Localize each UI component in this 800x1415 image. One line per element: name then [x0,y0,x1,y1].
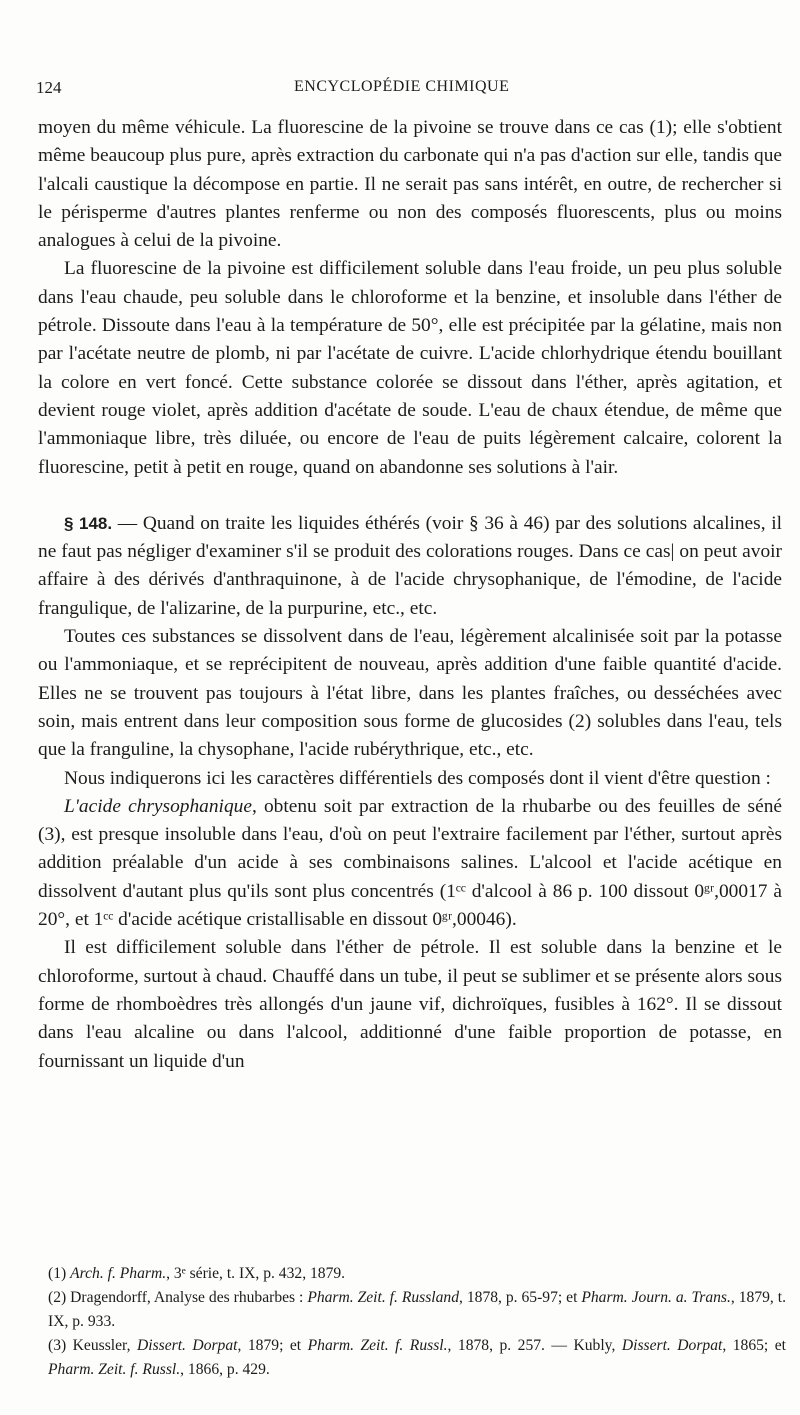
footnote-2-text-b: , 1878, p. 65-97; et [459,1289,582,1306]
paragraph-6 [38,793,782,934]
footnote-2-text-a: Dragendorff, Analyse des rhubarbes : [70,1289,308,1306]
paragraph-6-text: , obtenu soit par extraction de la rhubarbe ou des feuilles de séné (3), est presque insoluble dans l'eau, d'où on peut l'extraire facilement par l'éther, surtout après addition préalable d'un acide à ses combinaisons salines. L'alcool et l'acide acétique en dissolvent d'autant plus qu'ils sont plus concentrés (1ᶜᶜ d'alcool à 86 p. 100 dissout 0ᵍʳ,00017 à 20°, et 1ᶜᶜ d'acide acétique cristallisable en dissout 0ᵍʳ,00046). [38,795,782,931]
footnote-2 [48,1286,786,1334]
footnote-2-number: (2) [48,1289,71,1306]
paragraph-7: Il est difficilement soluble dans l'éther de pétrole. Il est soluble dans la benzine et le chloroforme, surtout à chaud. Chauffé dans un tube, il peut se sublimer et se présente alors sous forme de rhomboèdres très allongés d'un jaune vif, dichroïques, fusibles à 162°. Il se dissout dans l'eau alcaline ou dans l'alcool, additionné d'une faible proportion de potasse, en fournissant un liquide d'un [38,937,782,1072]
paragraph-2: La fluorescine de la pivoine est difficilement soluble dans l'eau froide, un peu plus soluble dans l'eau chaude, peu soluble dans le chloroforme et la benzine, et insoluble dans l'éther de pétrole. Dissoute dans l'eau à la température de 50°, elle est précipitée par la gélatine, mais non par l'acétate neutre de plomb, ni par l'acétate de cuivre. L'acide chlorhydrique étendu bouillant la colore en vert foncé. Cette substance colorée se dissout dans l'éther, après agitation, et devient rouge violet, après addition d'acétate de soude. L'eau de chaux étendue, de même que l'ammoniaque libre, très diluée, ou encore de l'eau de puits légèrement calcaire, colorent la fluorescine, petit à petit en rouge, quand on abandonne ses solutions à l'air. [38,258,782,478]
page-header [36,78,782,102]
section-spacer [38,482,782,510]
footnote-3-text-e: , 1866, p. 429. [180,1361,270,1378]
footnote-3-text-a: Keussler, [72,1337,137,1354]
body-text [38,114,782,1076]
footnote-1-journal: Arch. f. Pharm. [70,1265,167,1282]
footnote-1-number: (1) [48,1265,71,1282]
footnote-3-text-d: , 1865; et [722,1337,786,1354]
footnote-2-journal-1: Pharm. Zeit. f. Russland [307,1289,460,1306]
page-number: 124 [36,78,62,97]
paragraph-1: moyen du même véhicule. La fluorescine de la pivoine se trouve dans ce cas (1); elle s'obtient même beaucoup plus pure, après extraction du carbonate qui n'a pas d'action sur elle, tandis que l'alcali caustique la décompose en partie. Il ne serait pas sans intérêt, en outre, de rechercher si le périsperme d'autres plantes renferme ou non des composés fluorescents, plus ou moins analogues à celui de la pivoine. [38,117,782,252]
footnote-2-journal-2: Pharm. Journ. a. Trans. [581,1289,731,1306]
footnote-3-journal-4: Pharm. Zeit. f. Russl. [48,1361,181,1378]
section-148-text: — Quand on traite les liquides éthérés (voir § 36 à 46) par des solutions alcalines, il ne faut pas négliger d'examiner s'il se produit des colorations rouges. Dans ce cas| on peut avoir affaire à des dérivés d'anthraquinone, à de l'acide chrysophanique, de l'émodine, de l'acide frangulique, de l'alizarine, de la purpurine, etc., etc. [38,512,782,619]
term-acide-chrysophanique: L'acide chrysophanique [64,795,252,817]
footnote-3 [48,1334,786,1382]
paragraph-4: Toutes ces substances se dissolvent dans de l'eau, légèrement alcalinisée soit par la potasse ou l'ammoniaque, et se reprécipitent de nouveau, après addition d'une faible quantité d'acide. Elles ne se trouvent pas toujours à l'état libre, dans les plantes fraîches, ou desséchées avec soin, mais entrent dans leur composition sous forme de glucosides (2) solubles dans l'eau, tels que la franguline, la chysophane, l'acide rubérythrique, etc., etc. [38,626,782,761]
section-number: § 148. [64,513,113,533]
footnote-1 [48,1262,786,1286]
footnote-3-text-c: , 1878, p. 257. — Kubly, [447,1337,622,1354]
footnotes [48,1262,786,1382]
footnote-3-journal-2: Pharm. Zeit. f. Russl. [307,1337,448,1354]
footnote-3-number: (3) [48,1337,73,1354]
footnote-1-text: , 3ᵉ série, t. IX, p. 432, 1879. [166,1265,346,1282]
footnote-3-journal-3: Dissert. Dorpat [621,1337,723,1354]
paragraph-5: Nous indiquerons ici les caractères différentiels des composés dont il vient d'être question : [64,767,771,789]
footnote-3-journal-1: Dissert. Dorpat [137,1337,238,1354]
running-title: ENCYCLOPÉDIE CHIMIQUE [294,78,510,95]
paragraph-section-148 [38,510,782,623]
footnote-2-text-c: , 1879, t. IX, p. 933. [48,1289,786,1330]
footnote-3-text-b: , 1879; et [237,1337,308,1354]
